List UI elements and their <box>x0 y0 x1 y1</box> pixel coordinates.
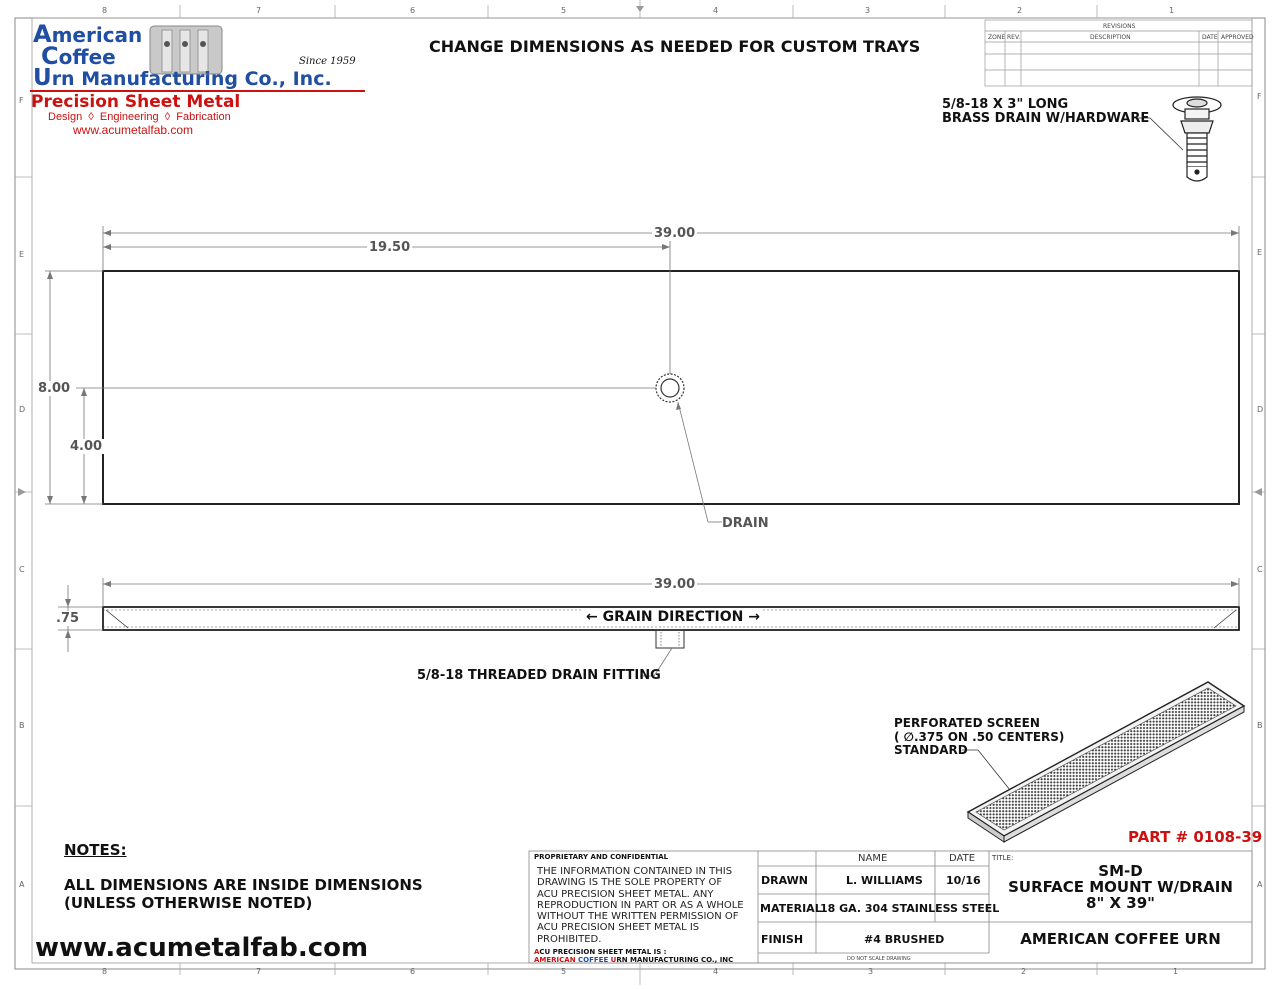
zone-label-left-F: F <box>19 96 24 105</box>
owner-line-2 <box>534 956 733 964</box>
zone-label-bottom-8: 8 <box>102 967 108 976</box>
dim-height: .75 <box>56 611 80 626</box>
logo-initial-c: C <box>41 42 59 70</box>
notes-line-2: (UNLESS OTHERWISE NOTED) <box>64 894 313 912</box>
side-view-corner-left <box>106 610 128 628</box>
zone-label-top-5: 5 <box>561 6 567 15</box>
zone-label-left-C: C <box>19 565 25 574</box>
proprietary-line: PROHIBITED. <box>537 933 602 945</box>
company-logo <box>33 20 368 140</box>
revisions-title: REVISIONS <box>1103 23 1136 30</box>
drain-hardware-callout-line1: 5/8-18 X 3" LONG <box>942 97 1069 112</box>
logo-line-3 <box>33 65 332 91</box>
revisions-col-description: DESCRIPTION <box>1090 34 1131 41</box>
zone-label-left-D: D <box>19 405 26 414</box>
proprietary-heading: PROPRIETARY AND CONFIDENTIAL <box>534 853 669 861</box>
zone-label-right-A: A <box>1257 880 1263 889</box>
side-view-corner-right <box>1214 610 1236 628</box>
brass-drain-illustration <box>1173 97 1221 181</box>
proprietary-line: REPRODUCTION IN PART OR AS A WHOLE <box>537 899 744 911</box>
owner-word: RN MANUFACTURING CO., INC <box>616 956 734 964</box>
revisions-col-approved: APPROVED <box>1221 34 1254 41</box>
outer-frame <box>15 18 1265 969</box>
zone-label-left-E: E <box>19 250 25 259</box>
grain-direction-label: ← GRAIN DIRECTION → <box>583 609 763 625</box>
revisions-col-date: DATE <box>1202 34 1218 41</box>
inner-frame <box>32 18 1252 963</box>
zone-label-right-E: E <box>1257 248 1263 257</box>
col-name-header: NAME <box>858 853 888 864</box>
owner-initial: A <box>534 948 540 956</box>
zone-label-top-3: 3 <box>865 6 871 15</box>
finish-value: #4 BRUSHED <box>864 933 945 946</box>
zone-label-top-1: 1 <box>1169 6 1175 15</box>
zone-label-right-B: B <box>1257 721 1263 730</box>
drain-hole-outer <box>656 374 684 402</box>
finish-label: FINISH <box>761 933 804 946</box>
drawn-name: L. WILLIAMS <box>846 874 923 887</box>
zone-label-bottom-3: 3 <box>868 967 874 976</box>
title-label: TITLE: <box>992 854 1014 862</box>
drain-hardware-callout-line2: BRASS DRAIN W/HARDWARE <box>942 111 1150 126</box>
logo-word-american: merican <box>51 23 143 47</box>
logo-url: www.acumetalfab.com <box>73 123 194 137</box>
owner-initial: U <box>610 956 617 964</box>
zone-label-top-4: 4 <box>713 6 719 15</box>
logo-initial-a: A <box>33 20 52 48</box>
header-title: CHANGE DIMENSIONS AS NEEDED FOR CUSTOM TRAYS <box>429 37 921 56</box>
zone-label-left-B: B <box>19 721 25 730</box>
drawing-title <box>989 863 1252 911</box>
proprietary-body <box>537 866 744 945</box>
zone-label-bottom-6: 6 <box>410 967 416 976</box>
material-value: 18 GA. 304 STAINLESS STEEL <box>820 902 1000 915</box>
title-line-3: 8" X 39" <box>1086 894 1155 912</box>
screen-callout-line3: STANDARD <box>894 743 968 757</box>
part-number: PART # 0108-39 <box>1128 828 1263 846</box>
zone-label-bottom-7: 7 <box>256 967 262 976</box>
dim-side-overall-length: 39.00 <box>654 577 696 592</box>
zone-label-bottom-2: 2 <box>1021 967 1027 976</box>
proprietary-line: ACU PRECISION SHEET METAL IS <box>537 922 700 934</box>
owner-word: OFFEE <box>583 956 611 964</box>
footer-url[interactable]: www.acumetalfab.com <box>35 933 369 963</box>
zone-label-left-A: A <box>19 880 25 889</box>
logo-services: Design ◊ Engineering ◊ Fabrication <box>48 111 231 123</box>
owner-initial: A <box>534 956 540 964</box>
threaded-fitting-shape <box>656 630 684 648</box>
proprietary-line: WITHOUT THE WRITTEN PERMISSION OF <box>537 911 739 923</box>
revisions-col-zone: ZONE <box>988 34 1006 41</box>
zone-label-top-7: 7 <box>256 6 262 15</box>
screen-callout-line2: ( ∅.375 ON .50 CENTERS) <box>894 730 1065 744</box>
title-line-2: SURFACE MOUNT W/DRAIN <box>1008 878 1233 896</box>
material-label: MATERIAL <box>760 902 822 915</box>
owner-word: MERICAN <box>539 956 579 964</box>
no-scale-note: DO NOT SCALE DRAWING <box>847 956 911 962</box>
screen-callout-line1: PERFORATED SCREEN <box>894 716 1040 730</box>
dim-width: 8.00 <box>38 381 71 396</box>
perforated-screen-illustration <box>968 682 1244 842</box>
zone-ticks <box>15 0 1265 985</box>
drawn-date: 10/16 <box>946 874 981 887</box>
dim-half-width: 4.00 <box>70 439 103 454</box>
owner-initial: C <box>578 956 584 964</box>
proprietary-line: THE INFORMATION CONTAINED IN THIS <box>537 866 733 877</box>
drain-hole-inner <box>661 379 679 397</box>
center-mark-right <box>1254 488 1262 496</box>
zone-label-top-2: 2 <box>1017 6 1023 15</box>
zone-label-bottom-5: 5 <box>561 967 567 976</box>
zone-label-right-C: C <box>1257 565 1263 574</box>
revisions-col-rev: REV. <box>1007 34 1021 41</box>
company-name: AMERICAN COFFEE URN <box>1020 930 1221 948</box>
logo-since: Since 1959 <box>299 56 356 67</box>
owner-text: CU PRECISION SHEET METAL IS : <box>539 948 667 956</box>
proprietary-line: ACU PRECISION SHEET METAL. ANY <box>537 888 714 900</box>
zone-label-top-6: 6 <box>410 6 416 15</box>
logo-word-urn: rn Manufacturing Co., Inc. <box>51 68 332 90</box>
zone-label-right-D: D <box>1257 405 1264 414</box>
owner-line-1 <box>534 948 666 956</box>
dim-half-length: 19.50 <box>369 240 411 255</box>
logo-word-coffee: offee <box>58 45 116 69</box>
proprietary-line: DRAWING IS THE SOLE PROPERTY OF <box>537 877 723 889</box>
drawn-label: DRAWN <box>761 874 808 887</box>
col-date-header: DATE <box>949 853 976 864</box>
title-line-1: SM-D <box>1098 862 1143 880</box>
zone-label-bottom-1: 1 <box>1173 967 1179 976</box>
zone-label-bottom-4: 4 <box>713 967 719 976</box>
zone-label-right-F: F <box>1257 92 1262 101</box>
logo-tagline: Precision Sheet Metal <box>31 92 241 112</box>
notes-line-1: ALL DIMENSIONS ARE INSIDE DIMENSIONS <box>64 876 423 894</box>
center-mark-top <box>636 6 644 12</box>
drain-callout: DRAIN <box>722 516 769 531</box>
logo-initial-u: U <box>33 65 52 91</box>
notes-heading: NOTES: <box>64 841 127 859</box>
zone-label-top-8: 8 <box>102 6 108 15</box>
screen-leader <box>962 750 1010 790</box>
center-mark-left <box>18 488 26 496</box>
tray-top-view <box>103 271 1239 504</box>
dim-top-overall-length: 39.00 <box>654 226 696 241</box>
threaded-fitting-callout: 5/8-18 THREADED DRAIN FITTING <box>417 668 661 683</box>
